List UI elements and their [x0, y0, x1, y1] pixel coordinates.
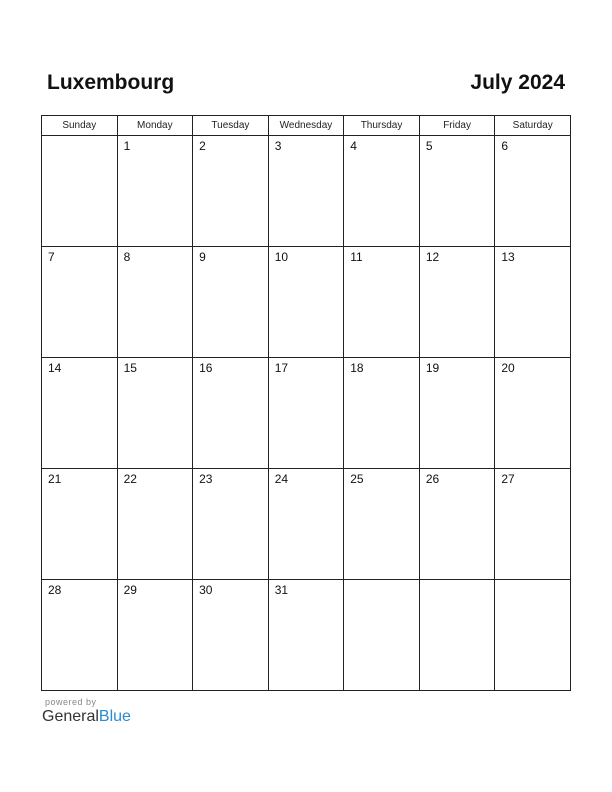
- day-cell: [419, 580, 495, 691]
- day-number: 21: [48, 472, 62, 486]
- day-cell: [42, 580, 118, 691]
- day-number: 4: [350, 139, 357, 153]
- day-cell: [419, 247, 495, 358]
- day-number: 24: [274, 472, 289, 486]
- day-cell: [268, 136, 344, 247]
- day-number: 7: [48, 250, 55, 264]
- day-number: 13: [501, 250, 515, 264]
- weekday-header: Wednesday: [268, 116, 344, 136]
- day-cell: [42, 247, 118, 358]
- weekday-header: Saturday: [495, 116, 571, 136]
- week-row: [42, 247, 571, 358]
- calendar-grid: [41, 115, 571, 691]
- day-cell: [42, 136, 118, 247]
- week-row: [42, 136, 571, 247]
- day-number: 1: [123, 139, 131, 153]
- day-cell: [268, 247, 344, 358]
- day-number: 25: [350, 472, 364, 486]
- logo-text-blue: Blue: [98, 708, 131, 725]
- day-cell: [117, 247, 193, 358]
- day-cell: [495, 469, 571, 580]
- day-cell: [193, 247, 269, 358]
- day-number: 18: [350, 361, 364, 375]
- day-number: 3: [274, 139, 282, 153]
- day-number: 22: [123, 472, 137, 486]
- day-cell: [495, 580, 571, 691]
- day-number: 11: [350, 250, 363, 264]
- day-cell: [268, 358, 344, 469]
- day-number: 30: [199, 583, 213, 597]
- day-number: 17: [274, 361, 289, 375]
- weekday-header: Monday: [117, 116, 193, 136]
- day-number: 9: [199, 250, 206, 264]
- day-number: 15: [123, 361, 137, 375]
- day-cell: [42, 469, 118, 580]
- day-number: 12: [425, 250, 440, 264]
- day-cell: [268, 580, 344, 691]
- day-cell: [495, 358, 571, 469]
- day-cell: [495, 247, 571, 358]
- day-cell: [193, 580, 269, 691]
- weekday-header: Thursday: [344, 116, 420, 136]
- weekday-header: Friday: [419, 116, 495, 136]
- day-cell: [344, 247, 420, 358]
- generalblue-logo[interactable]: [42, 708, 131, 726]
- day-number: 14: [48, 361, 62, 375]
- day-cell: [344, 358, 420, 469]
- day-cell: [344, 469, 420, 580]
- logo-text-general: General: [42, 708, 99, 725]
- day-cell: [117, 580, 193, 691]
- day-number: [344, 580, 419, 583]
- day-cell: [193, 358, 269, 469]
- day-number: 27: [501, 472, 515, 486]
- day-cell: [268, 469, 344, 580]
- day-number: 2: [199, 139, 206, 153]
- day-cell: [419, 469, 495, 580]
- week-row: [42, 469, 571, 580]
- day-number: 8: [123, 250, 131, 264]
- day-number: 16: [199, 361, 213, 375]
- day-number: [495, 580, 570, 583]
- day-number: 26: [425, 472, 440, 486]
- week-row: [42, 358, 571, 469]
- day-cell: [419, 136, 495, 247]
- day-number: [42, 136, 117, 139]
- day-cell: [344, 580, 420, 691]
- week-row: [42, 580, 571, 691]
- day-cell: [193, 469, 269, 580]
- day-cell: [117, 469, 193, 580]
- calendar-month-title: July 2024: [470, 71, 565, 94]
- powered-by-label: powered by: [45, 697, 97, 707]
- day-cell: [495, 136, 571, 247]
- day-cell: [42, 358, 118, 469]
- day-cell: [117, 358, 193, 469]
- day-number: 19: [425, 361, 440, 375]
- day-number: 20: [501, 361, 515, 375]
- day-number: [420, 580, 495, 583]
- day-number: 6: [501, 139, 509, 153]
- weekday-header: Tuesday: [193, 116, 269, 136]
- day-cell: [193, 136, 269, 247]
- weekday-header-row: [42, 116, 571, 136]
- day-number: 28: [48, 583, 62, 597]
- day-cell: [117, 136, 193, 247]
- weekday-header: Sunday: [42, 116, 118, 136]
- day-number: 31: [274, 583, 289, 597]
- day-number: 5: [425, 139, 433, 153]
- day-cell: [344, 136, 420, 247]
- day-number: 29: [123, 583, 137, 597]
- day-cell: [419, 358, 495, 469]
- day-number: 23: [199, 472, 213, 486]
- day-number: 10: [274, 250, 289, 264]
- calendar-country-title: Luxembourg: [47, 71, 175, 94]
